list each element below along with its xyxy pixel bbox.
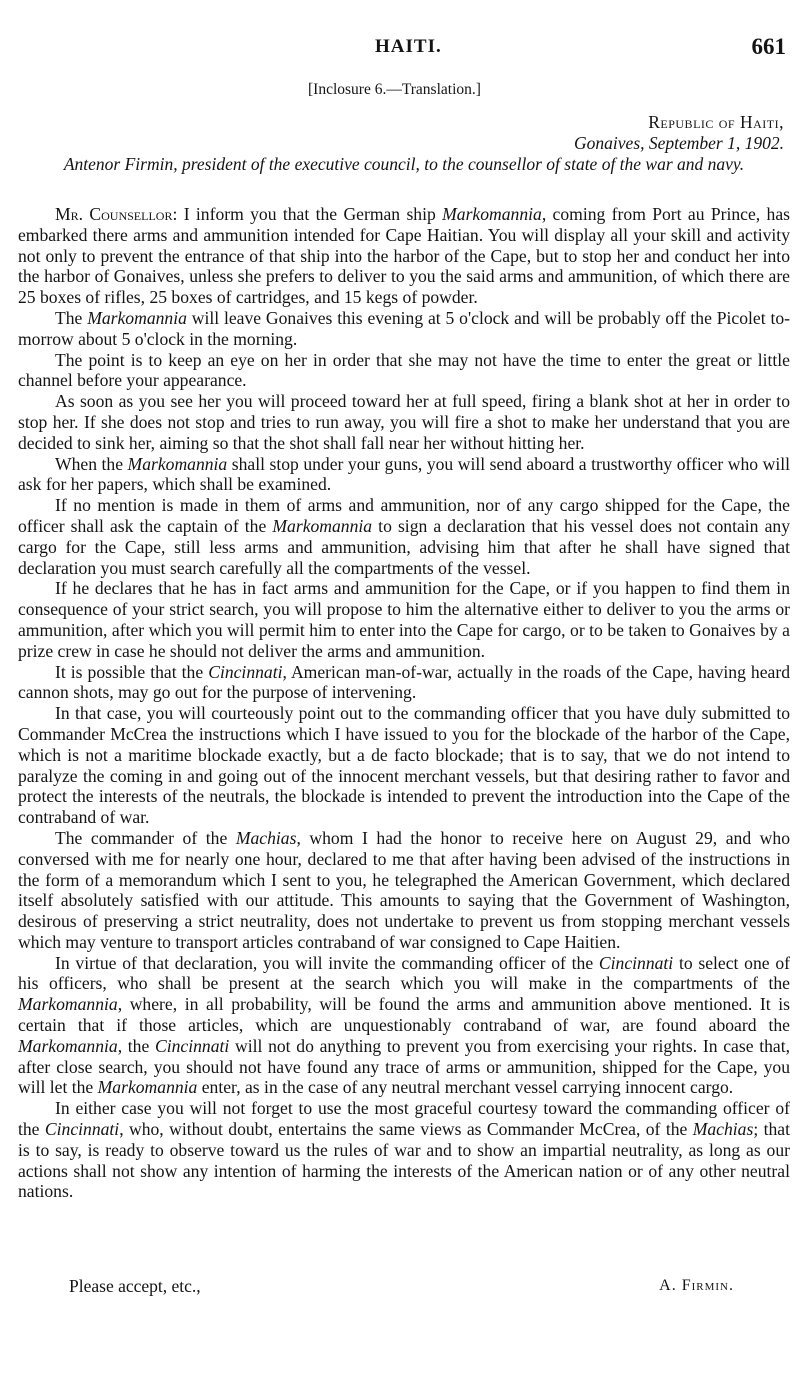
paragraph-text: , the (117, 1035, 155, 1056)
paragraph-text: The (55, 307, 88, 328)
body-paragraph (18, 953, 790, 1099)
ship-name: Markomannia (442, 204, 542, 224)
paragraph-text: When the (55, 453, 128, 474)
letterhead-dateline: Gonaives, September 1, 1902. (574, 133, 784, 153)
ship-name: Markomannia (18, 1035, 118, 1056)
paragraph-text: , American man-of-war, actually in the roads of the Cape, having heard cannon shots, may go out for the purpose of intervening. (18, 661, 790, 703)
body-paragraph (18, 703, 790, 828)
paragraph-text: will leave Gonaives this evening at 5 o'clock and will be probably off the Picolet to-morrow about 5 o'clock in the morning. (18, 307, 790, 349)
paragraph-text: I inform you that the German ship (177, 204, 443, 224)
inclosure-note: [Inclosure 6.—Translation.] (308, 81, 481, 98)
body-paragraph (18, 391, 790, 453)
paragraph-text: If no mention is made in them of arms and ammunition, nor of any cargo shipped for the Cape, the officer shall ask the captain of the (18, 495, 790, 536)
body-paragraph (18, 204, 790, 308)
paragraph-text: , whom I had the honor to receive here on August 29, and who conversed with me for nearly one hour, declared to me that after having been advised of the instructions in the form of a memorandum which I sent to you, he telegraphed the American Government, which declared itself absolutely satisfied with our attitude. This amounts to saying that the Government of Washington, desirous of preserving a strict neutrality, does not undertake to prevent us from stopping merchant vessels which may venture to transport articles contraband of war consigned to Cape Haitien. (18, 827, 790, 952)
paragraph-text: If he declares that he has in fact arms and ammunition for the Cape, or if you happen to find them in consequence of your strict search, you will propose to him the alternative either to deliver to you the arms or ammunition, after which you will permit him to enter into the Cape for cargo, or to be taken to Gonaives by a prize crew in case he should not deliver the arms and ammunition. (18, 578, 790, 661)
running-title: HAITI. (375, 36, 442, 57)
paragraph-text: to select one of his officers, who shall be present at the search which you will make in the compartments of the (18, 952, 790, 994)
paragraph-text: , coming from Port au Prince, has embarked there arms and ammunition intended for Cape Haitian. You will display all your skill and activity not only to prevent the entrance of that ship into the harbor of the Cape, but to stop her and conduct her into the harbor of Gonaives, unless she prefers to deliver to you the said arms and ammunition, of which there are 25 boxes of rifles, 25 boxes of cartridges, and 15 kegs of powder. (18, 204, 790, 308)
page-number: 661 (751, 34, 786, 59)
ship-name: Markomannia (97, 1077, 198, 1098)
closing-line: Please accept, etc., (69, 1276, 201, 1296)
body-paragraph (18, 350, 790, 392)
ship-name: Machias (235, 827, 297, 848)
paragraph-text: In that case, you will courteously point out to the commanding officer that you have duly submitted to Commander McCrea the instructions which I have issued to you for the blockade of the harbor of the Cape, which is not a maritime blockade exactly, but a de facto blockade; that is to say, that we do not intend to paralyze the coming in and going out of the innocent merchant vessels, but that desiring rather to favor and protect the interests of the neutrals, the blockade is intended to prevent the introduction into the Cape of the contraband of war. (18, 703, 790, 828)
paragraph-text: , who, without doubt, entertains the same views as Commander McCrea, of the (119, 1119, 693, 1140)
ship-name: Markomannia (127, 453, 228, 474)
body-paragraph (18, 308, 790, 350)
body-paragraph (18, 1098, 790, 1202)
ship-name: Markomannia (272, 515, 373, 536)
body-paragraph (18, 495, 790, 578)
ship-name: Cincinnati (44, 1119, 120, 1140)
paragraph-text: It is possible that the (55, 661, 209, 682)
paragraph-text: ; that is to say, is ready to observe toward us the rules of war and to show an impartial neutrality, as long as our actions shall not show any intention of harming the interests of the American nation or of any other neutral nations. (18, 1119, 790, 1202)
paragraph-text: shall stop under your guns, you will send aboard a trustworthy officer who will ask for her papers, which shall be examined. (18, 453, 790, 495)
body-paragraph (18, 828, 790, 953)
salutation: Mr. Counsellor: (55, 204, 178, 224)
ship-name: Markomannia (87, 307, 187, 328)
ship-name: Cincinnati (155, 1035, 230, 1056)
paragraph-text: enter, as in the case of any neutral merchant vessel carrying innocent cargo. (197, 1077, 734, 1098)
body-paragraph (18, 578, 790, 661)
letterhead-republic: Republic of Haiti, (648, 112, 784, 132)
body-paragraph (18, 662, 790, 704)
paragraph-text: As soon as you see her you will proceed toward her at full speed, firing a blank shot at her in order to stop her. If she does not stop and tries to run away, you will fire a shot to make her understand that you are decided to sink her, aiming so that the shot shall fall near her without hitting her. (18, 391, 790, 453)
ship-name: Markomannia (18, 994, 118, 1015)
letter-body (18, 204, 790, 1202)
dispatch-title: Antenor Firmin, president of the executive council, to the counsellor of state of the war and navy. (63, 154, 745, 174)
ship-name: Cincinnati (208, 661, 283, 682)
paragraph-text: In virtue of that declaration, you will invite the commanding officer of the (55, 952, 599, 973)
ship-name: Machias (692, 1119, 754, 1140)
ship-name: Cincinnati (598, 952, 674, 973)
body-paragraph (18, 454, 790, 496)
signature: A. Firmin. (659, 1277, 734, 1294)
paragraph-text: The commander of the (55, 827, 236, 848)
paragraph-text: The point is to keep an eye on her in order that she may not have the time to enter the great or little channel before your appearance. (18, 349, 790, 391)
paragraph-text: , where, in all probability, will be found the arms and ammunition above mentioned. It is certain that if those articles, which are unquestionably contraband of war, are found aboard the (18, 994, 790, 1036)
paragraph-text: In either case you will not forget to use the most graceful courtesy toward the commanding officer of the (18, 1098, 790, 1140)
paragraph-text: will not do anything to prevent you from exercising your rights. In case that, after close search, you should not have found any trace of arms or ammunition, shipped for the Cape, you will let the (18, 1035, 790, 1098)
paragraph-text: to sign a declaration that his vessel does not contain any cargo for the Cape, still less arms and ammunition, advising him that after he shall have signed that declaration you must search carefully all the compartments of the vessel. (18, 515, 790, 578)
